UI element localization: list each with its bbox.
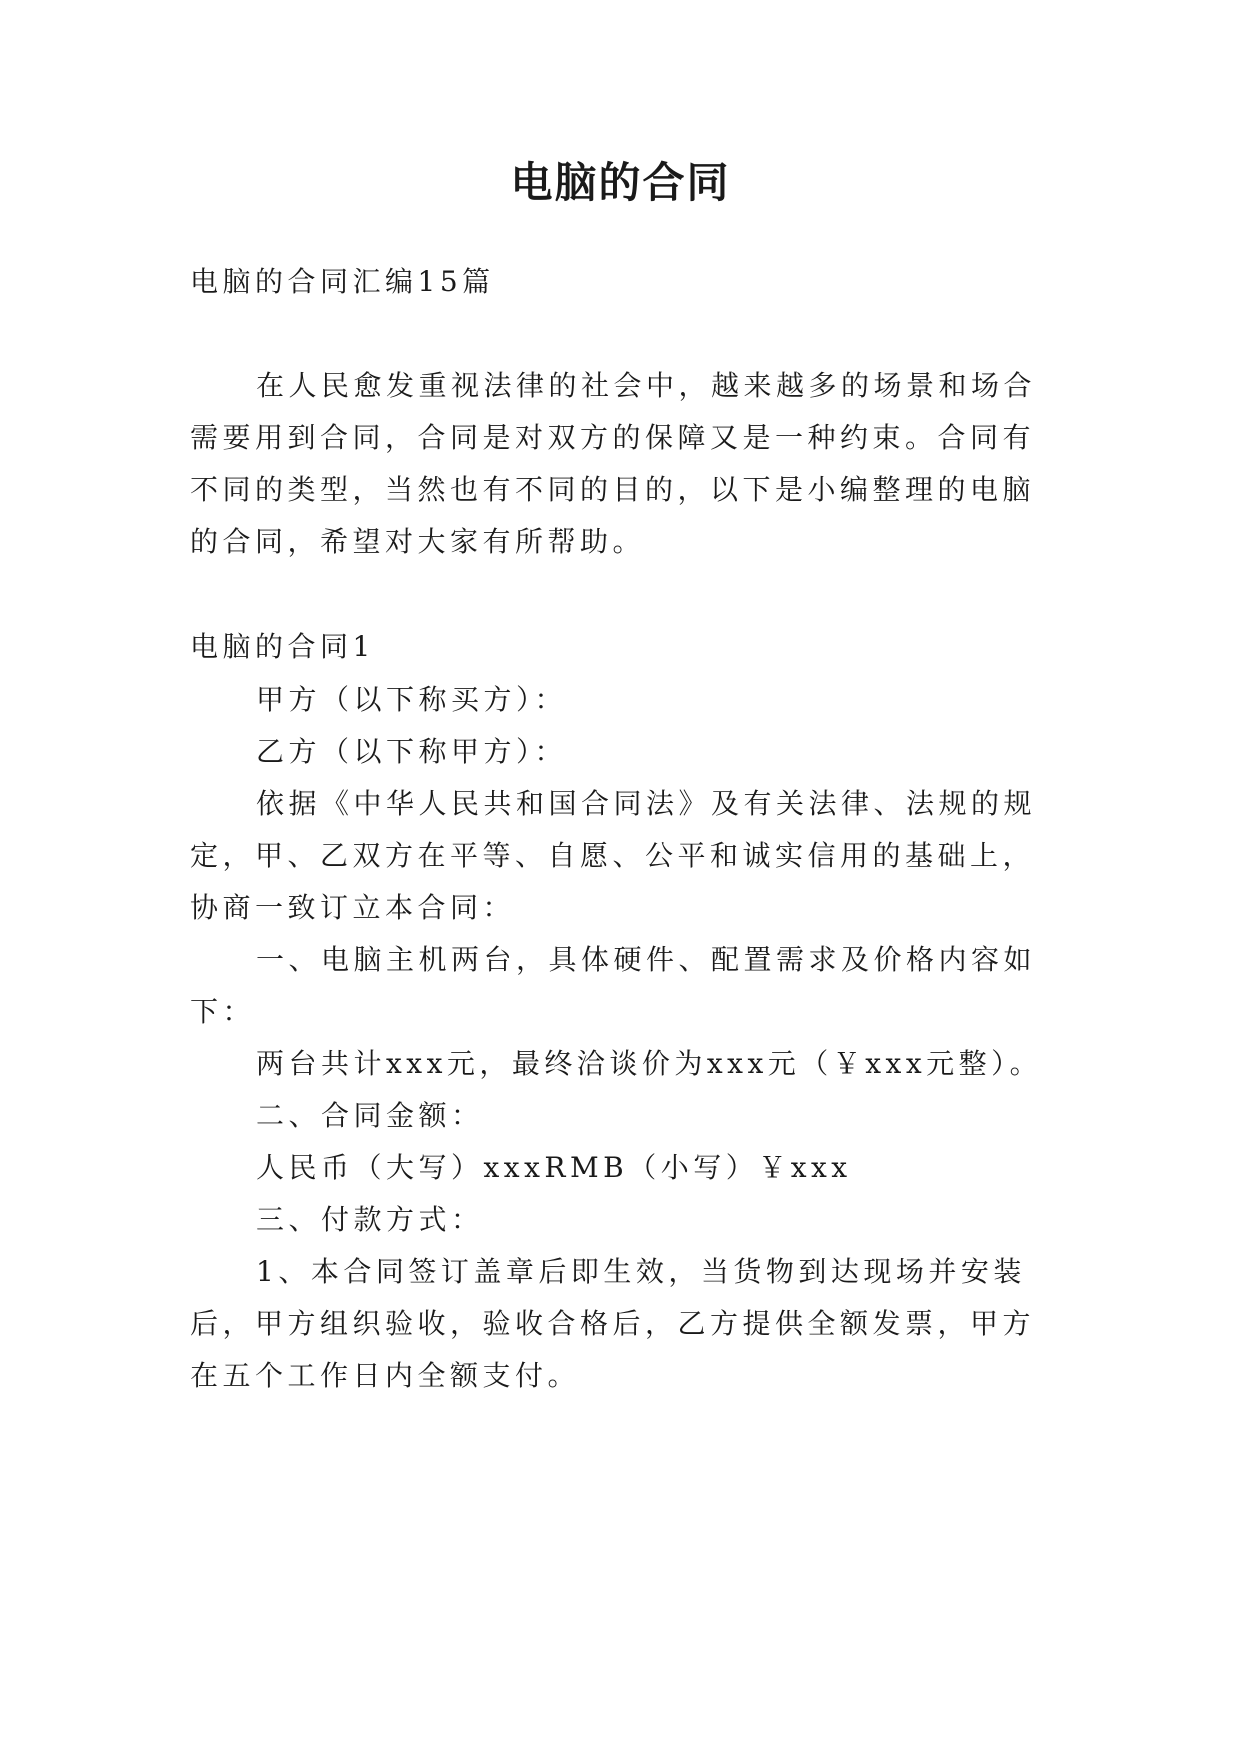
party-b-line: 乙方（以下称甲方）： <box>256 735 568 768</box>
document-title: 电脑的合同 <box>510 158 731 207</box>
amount-line: 人民币（大写）xxxRMB（小写）￥xxx <box>256 1151 852 1184</box>
section-heading: 电脑的合同1 <box>190 630 375 663</box>
clause1-line: 一、电脑主机两台，具体硬件、配置需求及价格内容如 <box>256 943 1037 976</box>
payment-line: 后，甲方组织验收，验收合格后，乙方提供全额发票，甲方 <box>190 1307 1036 1340</box>
document-subtitle: 电脑的合同汇编15篇 <box>190 265 495 298</box>
basis-line: 协商一致订立本合同： <box>190 891 516 924</box>
price-line: 两台共计xxx元，最终洽谈价为xxx元（￥xxx元整）。 <box>256 1047 1043 1080</box>
clause2-heading: 二、合同金额： <box>256 1099 484 1132</box>
basis-line: 依据《中华人民共和国合同法》及有关法律、法规的规 <box>256 787 1037 820</box>
party-a-line: 甲方（以下称买方）： <box>256 683 568 716</box>
clause3-heading: 三、付款方式： <box>256 1203 484 1236</box>
intro-line: 的合同，希望对大家有所帮助。 <box>190 525 646 558</box>
payment-line: 1、本合同签订盖章后即生效，当货物到达现场并安装 <box>256 1255 1026 1288</box>
basis-line: 定，甲、乙双方在平等、自愿、公平和诚实信用的基础上， <box>190 839 1036 872</box>
clause1-line: 下： <box>190 995 256 1028</box>
intro-line: 需要用到合同，合同是对双方的保障又是一种约束。合同有 <box>190 421 1036 454</box>
payment-line: 在五个工作日内全额支付。 <box>190 1359 581 1392</box>
intro-line: 不同的类型，当然也有不同的目的，以下是小编整理的电脑 <box>190 473 1036 506</box>
intro-line: 在人民愈发重视法律的社会中，越来越多的场景和场合 <box>256 369 1037 402</box>
